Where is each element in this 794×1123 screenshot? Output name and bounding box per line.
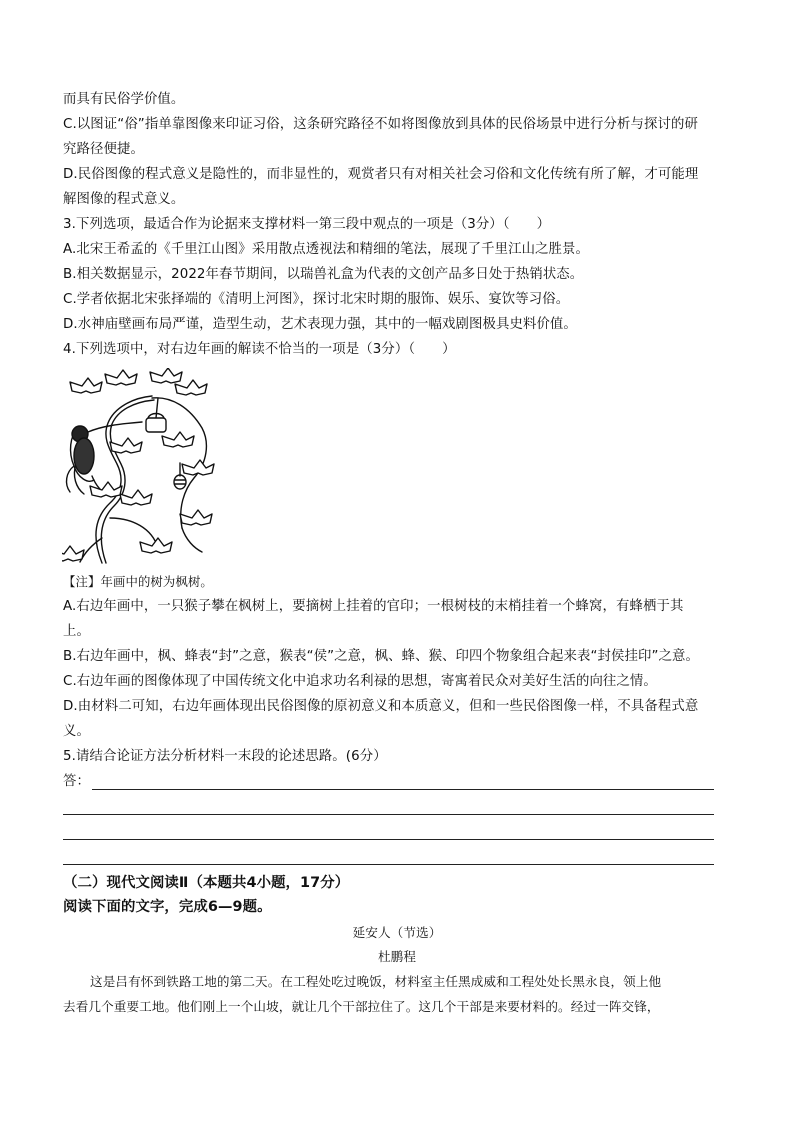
q2-option-c-line2: 究路径便捷。	[63, 142, 144, 157]
q4-option-a-line2: 上。	[63, 624, 90, 639]
q4-option-b: B.右边年画中，枫、蜂表“封”之意，猴表“侯”之意，枫、蜂、猴、印四个物象组合起来表“封侯挂印”之意。	[63, 649, 699, 664]
monkey-maple-tree-illustration	[62, 368, 217, 568]
q3-option-b: B.相关数据显示，2022年春节期间，以瑞兽礼盒为代表的文创产品多日处于热销状态。	[63, 267, 584, 282]
q5-stem: 5.请结合论证方法分析材料一末段的论述思路。(6分）	[63, 749, 387, 764]
answer-line[interactable]	[63, 839, 714, 840]
answer-line[interactable]	[63, 864, 714, 865]
new-year-painting-icon	[62, 368, 217, 568]
q2-option-c-line1: C.以图证“俗”指单靠图像来印证习俗，这条研究路径不如将图像放到具体的民俗场景中进行分析与探讨的研	[63, 117, 698, 132]
q2-option-a-tail: 而具有民俗学价值。	[63, 92, 185, 107]
q4-option-c: C.右边年画的图像体现了中国传统文化中追求功名利禄的思想，寄寓着民众对美好生活的向往之情。	[63, 674, 657, 689]
passage-author: 杜鹏程	[377, 949, 417, 964]
q5-answer-label: 答：	[63, 774, 90, 789]
q3-option-d: D.水神庙壁画布局严谨，造型生动，艺术表现力强，其中的一幅戏剧图极具史料价值。	[63, 317, 577, 332]
passage-paragraph-line2: 去看几个重要工地。他们刚上一个山坡，就让几个干部拉住了。这几个干部是来要材料的。经过一阵交锋，	[63, 999, 660, 1014]
answer-line[interactable]	[92, 789, 714, 790]
passage-paragraph-line1: 这是吕有怀到铁路工地的第二天。在工程处吃过晚饭，材料室主任黑成威和工程处处长黑永良，领上他	[90, 974, 662, 989]
q3-stem: 3.下列选项，最适合作为论据来支撑材料一第三段中观点的一项是（3分）（ ）	[63, 217, 551, 232]
q4-option-d-line2: 义。	[63, 724, 90, 739]
section-heading: （二）现代文阅读Ⅱ（本题共4小题，17分）	[63, 875, 350, 891]
q4-stem: 4.下列选项中，对右边年画的解读不恰当的一项是（3分）（ ）	[63, 342, 456, 357]
passage-title: 延安人（节选）	[352, 925, 442, 940]
q3-option-c: C.学者依据北宋张择端的《清明上河图》，探讨北宋时期的服饰、娱乐、宴饮等习俗。	[63, 292, 570, 307]
section-instruction: 阅读下面的文字，完成6—9题。	[63, 899, 272, 915]
q4-figure-note: 【注】年画中的树为枫树。	[63, 574, 213, 589]
q2-option-d-line1: D.民俗图像的程式意义是隐性的，而非显性的，观赏者只有对相关社会习俗和文化传统有所了解，才可能理	[63, 167, 699, 182]
q4-option-d-line1: D.由材料二可知，右边年画体现出民俗图像的原初意义和本质意义，但和一些民俗图像一样，不具备程式意	[63, 699, 699, 714]
q2-option-d-line2: 解图像的程式意义。	[63, 192, 185, 207]
q4-option-a-line1: A.右边年画中，一只猴子攀在枫树上，要摘树上挂着的官印；一根树枝的末梢挂着一个蜂窝，有蜂栖于其	[63, 599, 684, 614]
answer-line[interactable]	[63, 814, 714, 815]
q3-option-a: A.北宋王希孟的《千里江山图》采用散点透视法和精细的笔法，展现了千里江山之胜景。	[63, 242, 590, 257]
